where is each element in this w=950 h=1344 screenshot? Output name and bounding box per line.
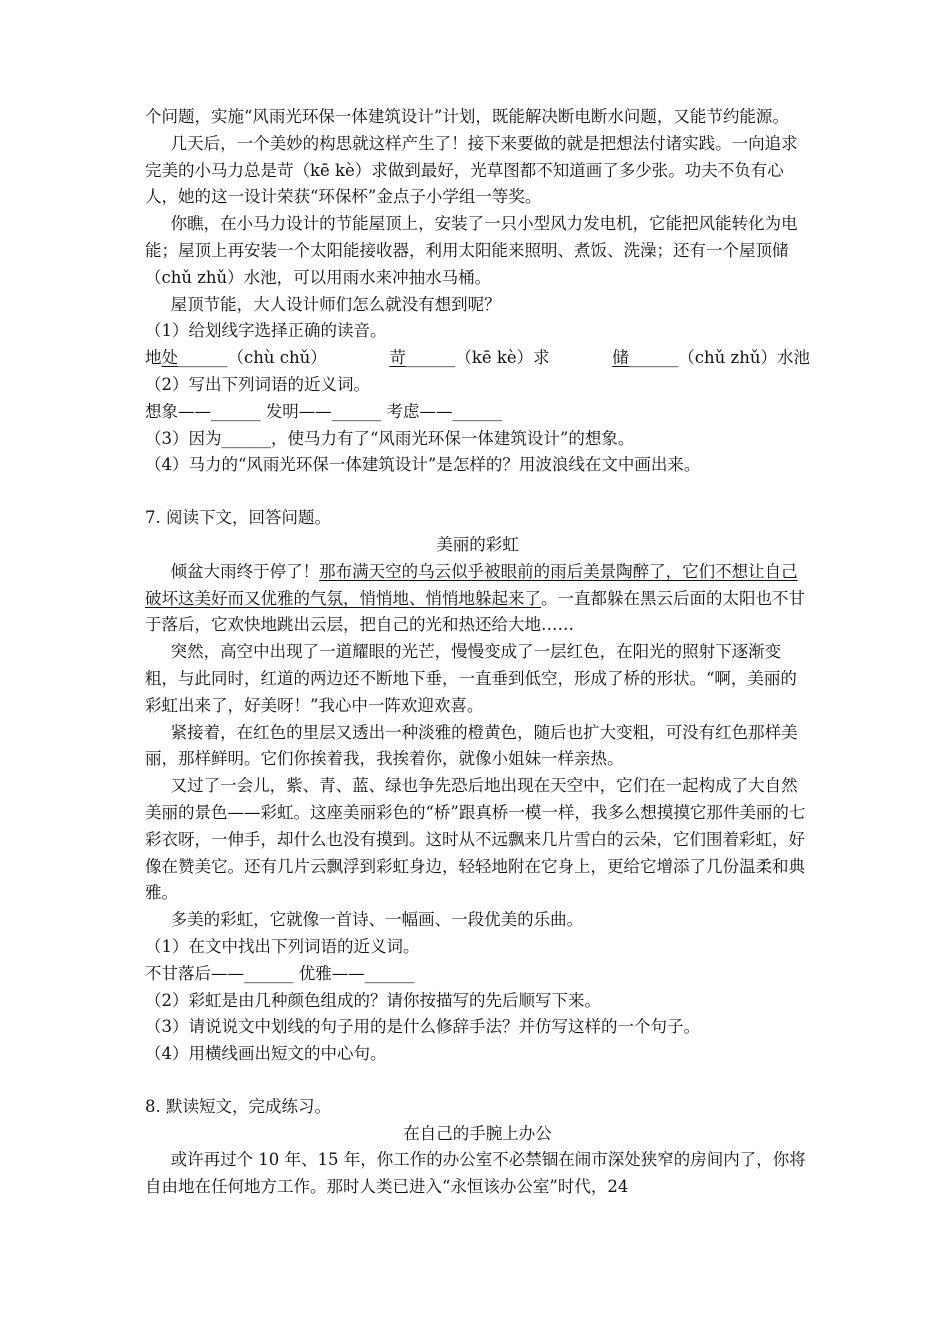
question-3: （3）请说说文中划线的句子用的是什么修辞手法？并仿写这样的一个句子。 <box>145 1017 700 1037</box>
paragraph: 个问题，实施“风雨光环保一体建筑设计”计划，既能解决断电断水问题，又能节约能源。 <box>145 107 789 126</box>
section-heading: 8. 默读短文，完成练习。 <box>145 1096 331 1116</box>
underlined-char: 处 <box>161 348 178 368</box>
paragraph: 几天后，一个美妙的构思就这样产生了！接下来要做的就是把想法付诸实践。一向追求完美的小马力总是苛（kē kè）求做到最好，光草图都不知道画了多少张。功夫不负有心人，她的这一设计荣获“环保杯”金点子小学组一等奖。 <box>145 133 798 207</box>
answer-blank[interactable]: ______ <box>628 348 679 368</box>
question-4: （4）用横线画出短文的中心句。 <box>145 1044 387 1064</box>
question-2: （2）写出下列词语的近义词。 <box>145 374 370 394</box>
synonym-blanks[interactable]: 不甘落后——______ 优雅——______ <box>145 963 415 983</box>
question-1: （1）给划线字选择正确的读音。 <box>145 321 387 341</box>
question-2: （2）彩虹是由几种颜色组成的？请你按描写的先后顺写下来。 <box>145 990 601 1010</box>
paragraph: 屋顶节能，大人设计师们怎么就没有想到呢？ <box>170 294 501 314</box>
paragraph: 或许再过个 10 年、15 年，你工作的办公室不必禁锢在闹市深处狭窄的房间内了，你将自由地在任何地方工作。那时人类已进入“永恒该办公室”时代，24 <box>145 1150 806 1197</box>
passage-title: 美丽的彩虹 <box>436 534 519 554</box>
pinyin-item-2: 苛______（kē kè）求 <box>389 348 550 368</box>
pinyin-choices <box>145 345 810 372</box>
underlined-sentence: 那布满天空的乌云似乎被眼前的雨后美景陶醉了，它们不想让自己破坏这美好而又优雅的气氛，悄悄地、悄悄地躲起来了 <box>145 561 798 608</box>
synonym-blanks[interactable]: 想象——______ 发明——______ 考虑——______ <box>145 401 502 421</box>
paragraph: 紧接着，在红色的里层又透出一种淡雅的橙黄色，随后也扩大变粗，可没有红色那样美丽，那样鲜明。它们你挨着我，我挨着你，就像小姐妹一样亲热。 <box>145 722 798 769</box>
paragraph: 又过了一会儿，紫、青、蓝、绿也争先恐后地出现在天空中，它们在一起构成了大自然美丽的景色——彩虹。这座美丽彩色的“桥”跟真桥一模一样，我多么想摸摸它那件美丽的七彩衣呀，一伸手，却什么也没有摸到。这时从不远飘来几片雪白的云朵，它们围着彩虹，好像在赞美它。还有几片云飘浮到彩虹身边，轻轻地附在它身上，更给它增添了几份温柔和典雅。 <box>145 776 806 903</box>
pinyin-item-3: 储______（chǔ zhǔ）水池 <box>612 348 810 368</box>
underlined-char: 储 <box>612 348 629 368</box>
paragraph: 你瞧，在小马力设计的节能屋顶上，安装了一只小型风力发电机，它能把风能转化为电能；屋顶上再安装一个太阳能接收器，利用太阳能来照明、煮饭、洗澡；还有一个屋顶储（chǔ zhǔ）水池，可以用雨水来冲抽水马桶。 <box>145 214 798 287</box>
answer-blank[interactable]: ______ <box>405 348 456 368</box>
question-1: （1）在文中找出下列词语的近义词。 <box>145 936 420 956</box>
paragraph: 倾盆大雨终于停了！那布满天空的乌云似乎被眼前的雨后美景陶醉了，它们不想让自己破坏这美好而又优雅的气氛，悄悄地、悄悄地躲起来了。一直都躲在黑云后面的太阳也不甘于落后，它欢快地跳出云层，把自己的光和热还给大地…… <box>145 561 805 635</box>
paragraph: 多美的彩虹，它就像一首诗、一幅画、一段优美的乐曲。 <box>170 910 584 930</box>
underlined-char: 苛 <box>389 348 406 368</box>
document-page <box>145 104 810 1201</box>
section-heading: 7. 阅读下文，回答问题。 <box>145 508 331 528</box>
question-4: （4）马力的“风雨光环保一体建筑设计”是怎样的？用波浪线在文中画出来。 <box>145 455 701 475</box>
answer-blank[interactable]: ______ <box>178 348 228 368</box>
pinyin-item-1: 地处______（chù chǔ） <box>145 348 327 368</box>
paragraph: 突然，高空中出现了一道耀眼的光芒，慢慢变成了一层红色，在阳光的照射下逐渐变粗，与此同时，红道的两边还不断地下垂，一直垂到低空，形成了桥的形状。“啊，美丽的彩虹出来了，好美呀！”我心中一阵欢迎欢喜。 <box>145 642 797 715</box>
passage-title: 在自己的手腕上办公 <box>403 1123 552 1143</box>
question-3: （3）因为______，使马力有了“风雨光环保一体建筑设计”的想象。 <box>145 428 635 448</box>
